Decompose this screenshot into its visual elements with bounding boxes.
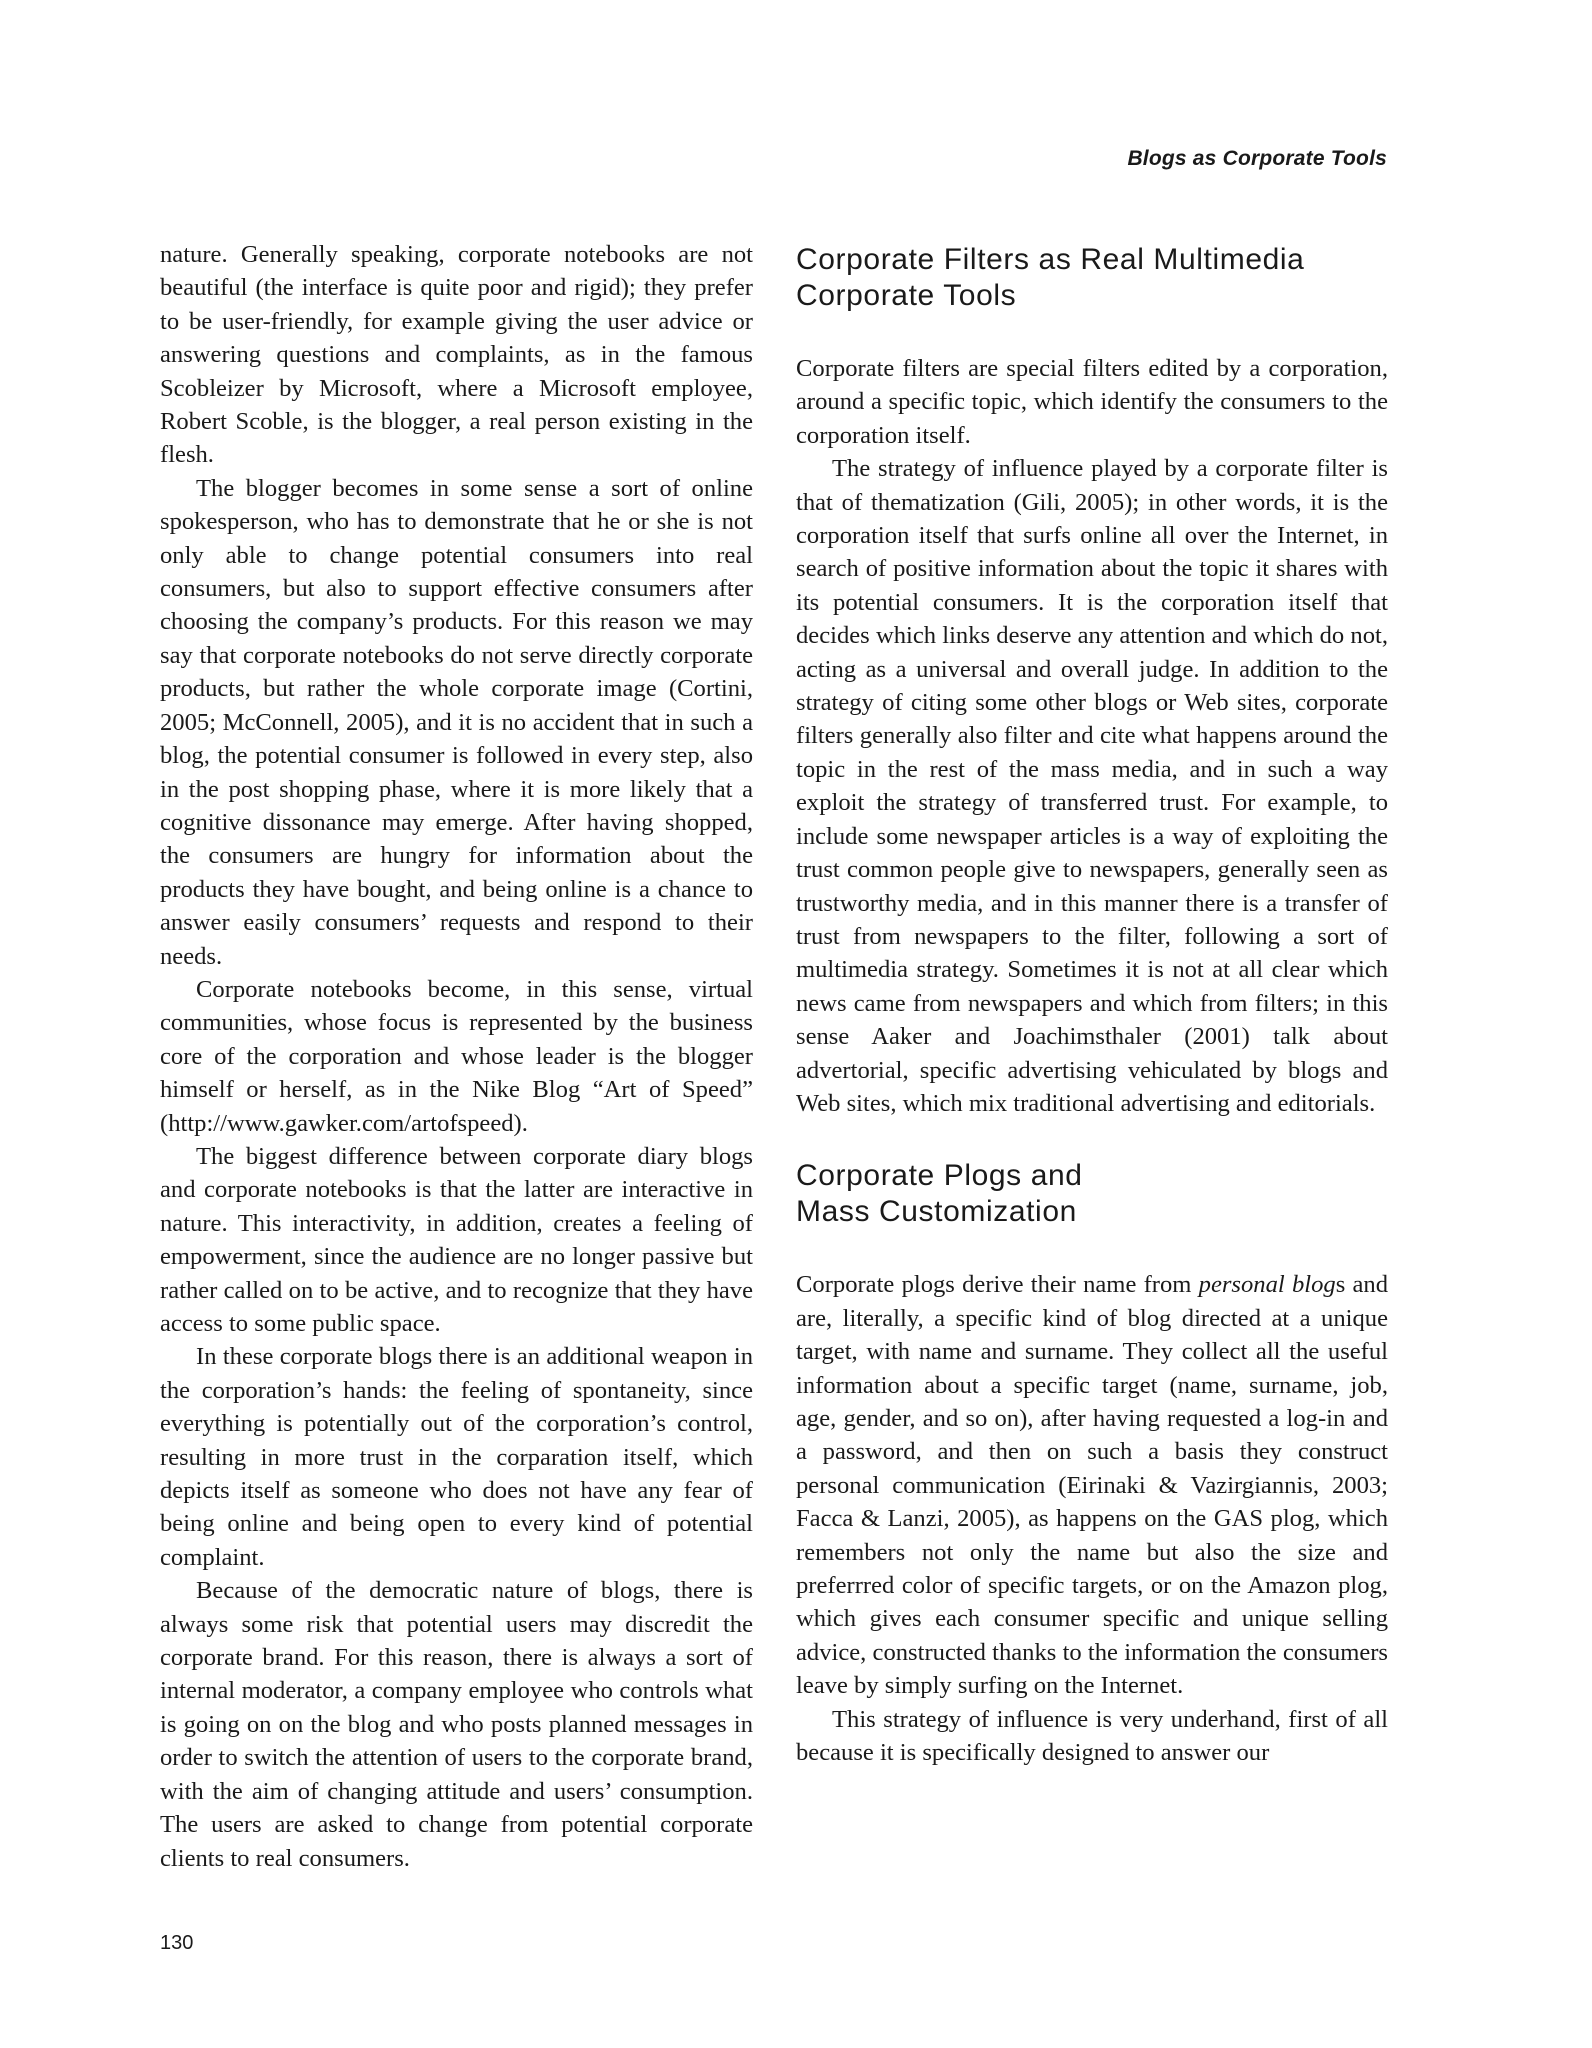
paragraph: The biggest difference between corporate diary blogs and corporate notebooks is that the latter are interactive in nature. This interactivity, in addition, creates a feeling of empowerment, since the audience are no longer passive but rather called on to be active, and to recognize that they have access to some public space. bbox=[160, 1142, 753, 1337]
paragraph: Corporate filters are special filters edited by a corporation, around a specific topic, which identify the consumers to the corporation itself. bbox=[796, 355, 1388, 449]
paragraph: Because of the democratic nature of blogs, there is always some risk that potential users may discredit the corporate brand. For this reason, there is always a sort of internal moderator, a company employee who controls what is going on on the blog and who posts planned messages in order to switch the attention of users to the corporate brand, with the aim of changing attitude and users’ consumption. The users are asked to change from potential corporate clients to real consumers. bbox=[160, 1577, 753, 1872]
heading-line: Corporate Plogs and bbox=[796, 1159, 1083, 1193]
running-head: Blogs as Corporate Tools bbox=[1127, 147, 1387, 170]
paragraph: nature. Generally speaking, corporate notebooks are not beautiful (the interface is quite poor and rigid); they prefer to be user-friendly, for example giving the user advice or answering questions and complaints, as in the famous Scobleizer by Microsoft, where a Microsoft employee, Robert Scoble, is the blogger, a real person existing in the flesh. bbox=[160, 241, 753, 469]
section-heading-corporate-filters: Corporate Filters as Real Multimedia Corporate Tools bbox=[796, 243, 1305, 312]
paragraph: In these corporate blogs there is an additional weapon in the corporation’s hands: the feeling of spontaneity, since everything is potentially out of the corporation’s control, resulting in more trust in the corparation itself, which depicts itself as someone who does not have any fear of being online and being open to every kind of potential complaint. bbox=[160, 1343, 753, 1571]
heading-line: Mass Customization bbox=[796, 1195, 1077, 1229]
paragraph bbox=[796, 1268, 1388, 1702]
paragraph: This strategy of influence is very underhand, first of all because it is specifically designed to answer our bbox=[796, 1705, 1388, 1767]
text-run: s and are, literally, a specific kind of blog directed at a unique target, with name and surname. They collect all the useful information about a specific target (name, surname, job, age, gender, and so on), after having requested a log-in and a password, and then on such a basis they construct personal communication (Eirinaki & Vazirgiannis, 2003; Facca & Lanzi, 2005), as happens on the GAS plog, which remembers not only the name but also the size and preferrred color of specific targets, or on the Amazon plog, which gives each consumer specific and unique selling advice, constructed thanks to the information the consumers leave by simply surfing on the Internet. bbox=[796, 1271, 1389, 1700]
page-number: 130 bbox=[160, 1932, 194, 1954]
paragraph: Corporate notebooks become, in this sense, virtual communities, whose focus is represented by the business core of the corporation and whose leader is the blogger himself or herself, as in the Nike Blog “Art of Speed” (http://www.gawker.com/artofspeed). bbox=[160, 975, 753, 1137]
section-heading-corporate-plogs bbox=[796, 1158, 1388, 1230]
italic-term: personal blog bbox=[1198, 1271, 1336, 1299]
right-column bbox=[796, 242, 1388, 1769]
left-column bbox=[160, 238, 753, 1875]
paragraph: The blogger becomes in some sense a sort of online spokesperson, who has to demonstrate that he or she is not only able to change potential consumers into real consumers, but also to support effective consumers after choosing the company’s products. For this reason we may say that corporate notebooks do not serve directly corporate products, but rather the whole corporate image (Cortini, 2005; McConnell, 2005), and it is no accident that in such a blog, the potential consumer is followed in every step, also in the post shopping phase, where it is more likely that a cognitive dissonance may emerge. After having shopped, the consumers are hungry for information about the products they have bought, and being online is a chance to answer easily consumers’ requests and respond to their needs. bbox=[160, 474, 753, 970]
text-run: Corporate plogs derive their name from bbox=[796, 1271, 1199, 1299]
paragraph: The strategy of influence played by a corporate filter is that of thematization (Gili, 2005); in other words, it is the corporation itself that surfs online all over the Internet, in search of positive information about the topic it shares with its potential consumers. It is the corporation itself that decides which links deserve any attention and which do not, acting as a universal and overall judge. In addition to the strategy of citing some other blogs or Web sites, corporate filters generally also filter and cite what happens around the topic in the rest of the mass media, and in such a way exploit the strategy of transferred trust. For example, to include some newspaper articles is a way of exploiting the trust common people give to newspapers, generally seen as trustworthy media, and in this manner there is a transfer of trust from newspapers to the filter, following a sort of multimedia strategy. Sometimes it is not at all clear which news came from newspapers and which from filters; in this sense Aaker and Joachimsthaler (2001) talk about advertorial, specific advertising vehiculated by blogs and Web sites, which mix traditional advertising and editorials. bbox=[796, 455, 1388, 1117]
